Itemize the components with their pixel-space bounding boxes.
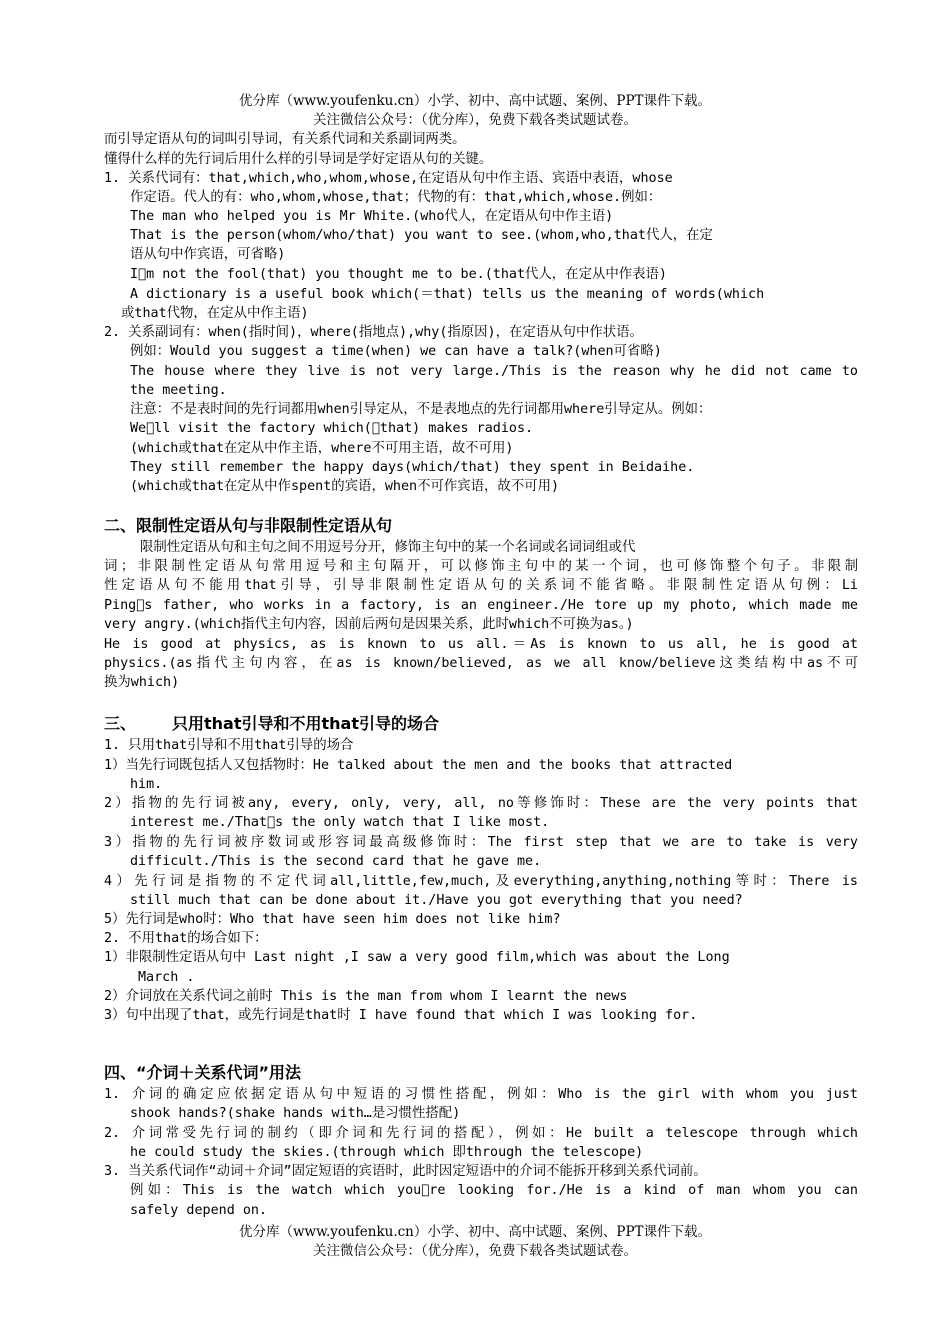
usage-3-line-1: 3. 当关系代词作“动词＋介词”固定短语的宾语时，此时因定短语中的介词不能拆开移到关系代词前。 — [104, 1164, 707, 1179]
usage-1-line-1: 1. 介词的确定应依据定语从句中短语的习惯性搭配，例如：Who is the girl with whom you just — [104, 1087, 858, 1102]
rule-3-line-1: 3）指物的先行词被序数词或形容词最高级修饰时：The first step that we are to take is very — [104, 835, 858, 850]
section-2-line-4: Ping s father, who works in a factory, is an engineer./He tore up my photo, which made me — [104, 598, 858, 613]
rule-5: 5）先行词是who时：Who that have seen him does not like him? — [104, 912, 561, 927]
no-that-1-line-1: 1）非限制性定语从句中 Last night ,I saw a very good film,which was about the Long — [104, 950, 730, 965]
section-3-heading-number: 三、 — [104, 714, 137, 733]
no-that-2: 2）介词放在关系代词之前时 This is the man from whom I learnt the news — [104, 989, 628, 1004]
example-7: We ll visit the factory which(＝that) makes radios. — [130, 421, 534, 436]
example-5: 例如：Would you suggest a time(when) we can have a talk?(when可省略) — [130, 344, 662, 359]
usage-3-line-3: safely depend on. — [130, 1203, 268, 1218]
section-2-line-7: physics.(as指代主句内容，在as is known/believed, as we all know/believe这类结构中as不可 — [104, 656, 858, 671]
rule-4-line-2: still much that can be done about it./Have you got everything that you need? — [130, 893, 743, 908]
example-7-note: (which或that在定从中作主语，where不可用主语，故不可用) — [130, 441, 514, 456]
section-2-heading: 二、限制性定语从句与非限制性定语从句 — [104, 516, 393, 535]
header-line-1: 优分库（www.youfenku.cn）小学、初中、高中试题、案例、PPT课件下载。 — [238, 93, 712, 109]
section-2-line-5: very angry.(which指代主句内容，因前后两句是因果关系，此时which不可换为as。) — [104, 617, 634, 632]
section-2-line-8: 换为which) — [104, 675, 180, 690]
example-8-note: (which或that在定从中作spent的宾语，when不可作宾语，故不可用) — [130, 479, 560, 494]
usage-1-line-2: shook hands?(shake hands with…是习惯性搭配) — [130, 1106, 461, 1121]
footer-line-2: 关注微信公众号：（优分库），免费下载各类试题试卷。 — [313, 1243, 637, 1259]
usage-2-line-2: he could study the skies.(through which 即through the telescope) — [130, 1145, 644, 1160]
note-line: 注意：不是表时间的先行词都用when引导定从，不是表地点的先行词都用where引导定从。例如： — [130, 402, 712, 417]
footer-line-1: 优分库（www.youfenku.cn）小学、初中、高中试题、案例、PPT课件下载。 — [238, 1224, 712, 1240]
example-4-line-1: A dictionary is a useful book which(＝that) tells us the meaning of words(which — [130, 287, 765, 302]
section-4-heading: 四、“介词＋关系代词”用法 — [104, 1063, 302, 1082]
example-3: I m not the fool(that) you thought me to be.(that代人，在定从中作表语) — [130, 267, 667, 282]
example-4-line-2: 或that代物，在定从中作主语) — [121, 306, 309, 321]
example-6-line-1: The house where they live is not very large./This is the reason why he did not came to — [130, 364, 858, 379]
header-line-2: 关注微信公众号：（优分库），免费下载各类试题试卷。 — [313, 112, 637, 128]
usage-3-line-2: 例如：This is the watch which you re looking for./He is a kind of man whom you can — [130, 1183, 858, 1198]
rule-1-line-2: him. — [130, 777, 163, 792]
usage-2-line-1: 2. 介词常受先行词的制约（即介词和先行词的搭配），例如：He built a telescope through which — [104, 1126, 858, 1141]
rule-3-line-2: difficult./This is the second card that he gave me. — [130, 854, 542, 869]
section-2-line-1: 限制性定语从句和主句之间不用逗号分开，修饰主句中的某一个名词或名词词组或代 — [140, 540, 636, 555]
intro-line-1: 而引导定语从句的词叫引导词，有关系代词和关系副词两类。 — [104, 132, 466, 147]
rule-2-line-2: interest me./That s the only watch that I like most. — [130, 815, 550, 830]
no-that-1-line-2: March . — [138, 970, 195, 985]
rule-4-line-1: 4）先行词是指物的不定代词all,little,few,much,及everything,anything,nothing等时：There is — [104, 874, 858, 889]
section-3-heading: 只用that引导和不用that引导的场合 — [172, 714, 439, 733]
section-2-line-6: He is good at physics, as is known to us all.＝As is known to us all, he is good at — [104, 637, 858, 652]
example-2-line-1: That is the person(whom/who/that) you want to see.(whom,who,that代人，在定 — [130, 228, 713, 243]
section-3-sub-1: 1. 只用that引导和不用that引导的场合 — [104, 738, 354, 753]
example-1: The man who helped you is Mr White.(who代人，在定语从句中作主语) — [130, 209, 614, 224]
section-2-line-2: 词；非限制性定语从句常用逗号和主句隔开，可以修饰主句中的某一个词，也可修饰整个句子。非限制 — [104, 559, 858, 574]
example-6-line-2: the meeting. — [130, 383, 227, 398]
section-2-line-3: 性定语从句不能用that引导，引导非限制性定语从句的关系词不能省略。非限制性定语从句例：Li — [104, 578, 858, 593]
section-3-sub-2: 2. 不用that的场合如下： — [104, 931, 268, 946]
rule-2-line-1: 2）指物的先行词被any, every, only, very, all, no等修饰时：These are the very points that — [104, 796, 858, 811]
example-2-line-2: 语从句中作宾语，可省略) — [130, 247, 286, 262]
point-1-line-1: 1. 关系代词有：that,which,who,whom,whose,在定语从句中作主语、宾语中表语，whose — [104, 171, 673, 186]
rule-1-line-1: 1）当先行词既包括人又包括物时：He talked about the men and the books that attracted — [104, 758, 733, 773]
example-8: They still remember the happy days(which/that) they spent in Beidaihe. — [130, 460, 695, 475]
point-1-line-2: 作定语。代人的有：who,whom,whose,that；代物的有：that,which,whose.例如： — [130, 190, 662, 205]
intro-line-2: 懂得什么样的先行词后用什么样的引导词是学好定语从句的关键。 — [104, 152, 493, 167]
point-2: 2. 关系副词有：when(指时间)，where(指地点),why(指原因)，在定语从句中作状语。 — [104, 325, 643, 340]
no-that-3: 3）句中出现了that，或先行词是that时 I have found that which I was looking for. — [104, 1008, 698, 1023]
